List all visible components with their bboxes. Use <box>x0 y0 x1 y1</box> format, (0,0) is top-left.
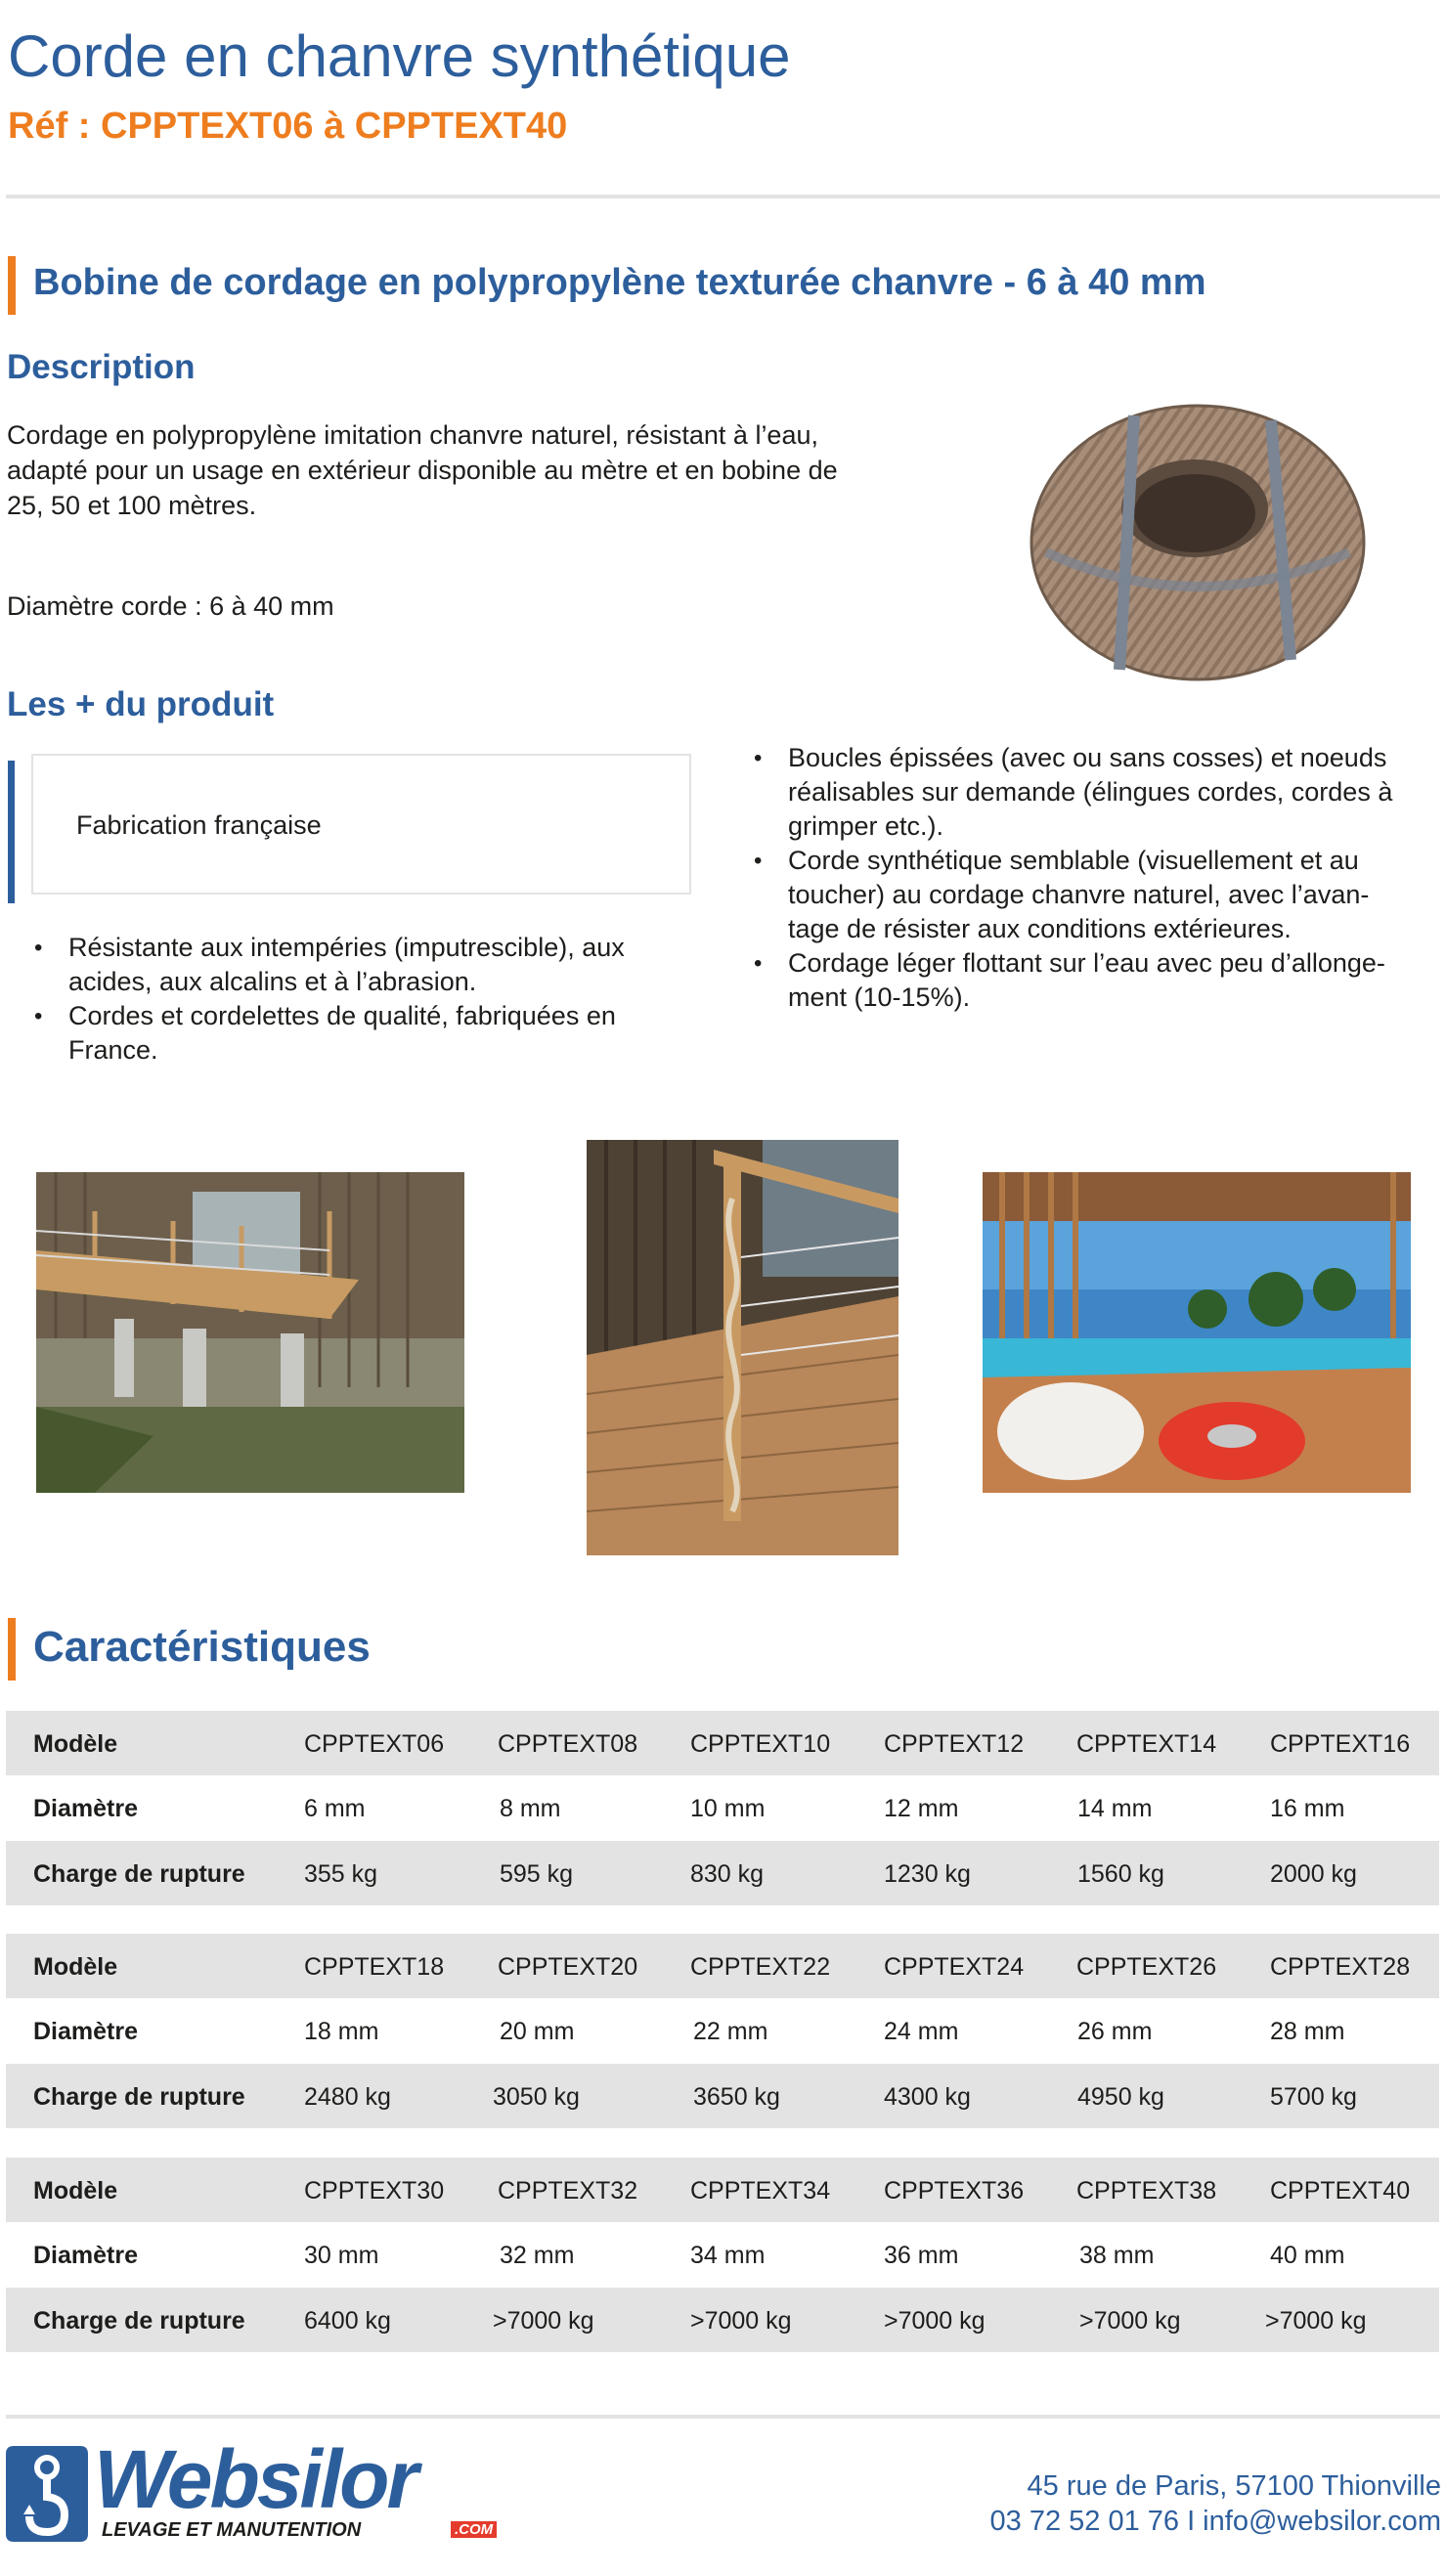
table-cell: CPPTEXT26 <box>1076 1953 1217 1981</box>
table-cell: 30 mm <box>304 2242 379 2269</box>
table-cell: 26 mm <box>1077 2018 1153 2045</box>
table-cell: CPPTEXT12 <box>884 1730 1025 1758</box>
row-label: Diamètre <box>33 2242 138 2269</box>
bullet: • <box>754 950 763 977</box>
specs-table-1 <box>6 1711 1439 1905</box>
table-cell: 1230 kg <box>884 1860 971 1888</box>
table-row-load <box>6 2064 1439 2128</box>
table-row-model <box>6 2158 1439 2222</box>
table-cell: 5700 kg <box>1270 2083 1357 2111</box>
table-cell: CPPTEXT30 <box>304 2177 445 2205</box>
header-divider <box>6 195 1440 198</box>
phone-email[interactable]: 03 72 52 01 76 I info@websilor.com <box>989 2506 1441 2537</box>
row-label: Charge de rupture <box>33 2083 245 2111</box>
list-item: • Résistante aux intempéries (imputrescible), aux acides, aux alcalins et à l’abrasion. <box>34 933 625 996</box>
table-cell: CPPTEXT36 <box>884 2177 1025 2205</box>
table-cell: 355 kg <box>304 1860 378 1888</box>
table-cell: CPPTEXT38 <box>1076 2177 1217 2205</box>
wooden-terrace-photo <box>587 1140 898 1555</box>
list-item: • Cordes et cordelettes de qualité, fabriquées en France. <box>34 1001 616 1065</box>
table-cell: >7000 kg <box>884 2307 986 2335</box>
table-cell: CPPTEXT06 <box>304 1730 445 1758</box>
table-cell: 16 mm <box>1270 1795 1345 1822</box>
logo-tagline: LEVAGE ET MANUTENTION <box>102 2519 362 2541</box>
table-cell: >7000 kg <box>493 2307 594 2335</box>
product-subtitle: Bobine de cordage en polypropylène texturée chanvre - 6 à 40 mm <box>33 262 1206 303</box>
table-row-load <box>6 2288 1439 2352</box>
address: 45 rue de Paris, 57100 Thionville <box>1027 2470 1441 2502</box>
row-label: Charge de rupture <box>33 2307 245 2335</box>
rope-diameter: Diamètre corde : 6 à 40 mm <box>7 591 334 621</box>
table-cell: 3050 kg <box>493 2083 580 2111</box>
table-cell: 32 mm <box>500 2242 575 2269</box>
row-label: Modèle <box>33 1730 118 1758</box>
table-row-load <box>6 1841 1439 1905</box>
table-cell: CPPTEXT24 <box>884 1953 1025 1981</box>
table-cell: 2480 kg <box>304 2083 391 2111</box>
table-cell: 38 mm <box>1079 2242 1155 2269</box>
table-cell: >7000 kg <box>1265 2307 1367 2335</box>
table-row-diameter <box>6 2222 1439 2287</box>
table-cell: 22 mm <box>693 2018 768 2045</box>
table-cell: 34 mm <box>690 2242 766 2269</box>
table-cell: 4300 kg <box>884 2083 971 2111</box>
specs-table-2 <box>6 1934 1439 2128</box>
subtitle-accent-bar <box>8 256 16 315</box>
table-cell: 830 kg <box>690 1860 765 1888</box>
list-item: • Cordage léger flottant sur l’eau avec peu d’allonge- ment (10-15%). <box>754 948 1385 1012</box>
footer-contact <box>990 2468 1442 2539</box>
description-line: 25, 50 et 100 mètres. <box>7 491 257 520</box>
table-cell: 8 mm <box>500 1795 561 1822</box>
table-cell: 6400 kg <box>304 2307 391 2335</box>
footer-divider <box>6 2415 1440 2419</box>
advantages-list-left <box>7 931 711 1068</box>
table-cell: >7000 kg <box>690 2307 792 2335</box>
table-cell: CPPTEXT18 <box>304 1953 445 1981</box>
table-cell: 4950 kg <box>1077 2083 1164 2111</box>
bullet: • <box>34 935 43 961</box>
table-cell: 40 mm <box>1270 2242 1345 2269</box>
websilor-logo <box>6 2433 504 2547</box>
row-label: Modèle <box>33 1953 118 1981</box>
table-row-model <box>6 1711 1439 1775</box>
deck-railing-photo <box>36 1172 464 1493</box>
table-cell: 14 mm <box>1077 1795 1153 1822</box>
table-row-model <box>6 1934 1439 1998</box>
specs-table-3 <box>6 2158 1439 2352</box>
table-cell: 2000 kg <box>1270 1860 1357 1888</box>
advantages-list-right <box>726 741 1445 1015</box>
row-label: Charge de rupture <box>33 1860 245 1888</box>
row-label: Modèle <box>33 2177 118 2205</box>
description-heading: Description <box>7 348 196 386</box>
highlight-text: Fabrication française <box>76 810 322 840</box>
logo-wordmark: Websilor <box>94 2433 416 2525</box>
characteristics-accent-bar <box>8 1618 16 1681</box>
bullet: • <box>754 745 763 771</box>
table-cell: 28 mm <box>1270 2018 1345 2045</box>
table-cell: CPPTEXT14 <box>1076 1730 1217 1758</box>
page-title: Corde en chanvre synthétique <box>8 23 791 89</box>
rope-coil-image <box>1027 386 1369 689</box>
row-label: Diamètre <box>33 1795 138 1822</box>
bullet: • <box>754 848 763 874</box>
table-cell: 3650 kg <box>693 2083 780 2111</box>
bullet: • <box>34 1003 43 1029</box>
crane-hook-icon <box>6 2446 88 2542</box>
table-cell: 24 mm <box>884 2018 959 2045</box>
table-row-diameter <box>6 1998 1439 2063</box>
table-cell: CPPTEXT16 <box>1270 1730 1411 1758</box>
highlight-accent-bar <box>8 761 15 903</box>
table-cell: CPPTEXT08 <box>498 1730 638 1758</box>
table-cell: 36 mm <box>884 2242 959 2269</box>
list-item: • Boucles épissées (avec ou sans cosses) et noeuds réalisables sur demande (élingues cordes, cordes à grimper etc.). <box>754 743 1393 841</box>
table-cell: 18 mm <box>304 2018 379 2045</box>
table-cell: CPPTEXT34 <box>690 2177 831 2205</box>
table-cell: 1560 kg <box>1077 1860 1164 1888</box>
product-reference: Réf : CPPTEXT06 à CPPTEXT40 <box>8 106 568 147</box>
advantages-heading: Les + du produit <box>7 685 275 723</box>
characteristics-heading: Caractéristiques <box>33 1623 371 1671</box>
table-cell: 6 mm <box>304 1795 366 1822</box>
table-cell: 20 mm <box>500 2018 575 2045</box>
list-item: • Corde synthétique semblable (visuellement et au toucher) au cordage chanvre naturel, avec l’avan- tage de résister aux conditions extérieures. <box>754 846 1370 943</box>
table-cell: 10 mm <box>690 1795 766 1822</box>
table-cell: 595 kg <box>500 1860 574 1888</box>
row-label: Diamètre <box>33 2018 138 2045</box>
table-cell: CPPTEXT28 <box>1270 1953 1411 1981</box>
logo-suffix: .COM <box>451 2521 497 2538</box>
table-cell: >7000 kg <box>1079 2307 1181 2335</box>
highlight-box <box>31 754 691 895</box>
pool-pergola-photo <box>983 1172 1411 1493</box>
table-cell: 12 mm <box>884 1795 959 1822</box>
table-cell: CPPTEXT20 <box>498 1953 638 1981</box>
table-cell: CPPTEXT32 <box>498 2177 638 2205</box>
table-cell: CPPTEXT10 <box>690 1730 831 1758</box>
description-text <box>7 417 916 523</box>
table-cell: CPPTEXT22 <box>690 1953 831 1981</box>
table-cell: CPPTEXT40 <box>1270 2177 1411 2205</box>
description-line: Cordage en polypropylène imitation chanvre naturel, résistant à l’eau, <box>7 420 818 450</box>
table-row-diameter <box>6 1775 1439 1840</box>
description-line: adapté pour un usage en extérieur disponible au mètre et en bobine de <box>7 456 838 485</box>
